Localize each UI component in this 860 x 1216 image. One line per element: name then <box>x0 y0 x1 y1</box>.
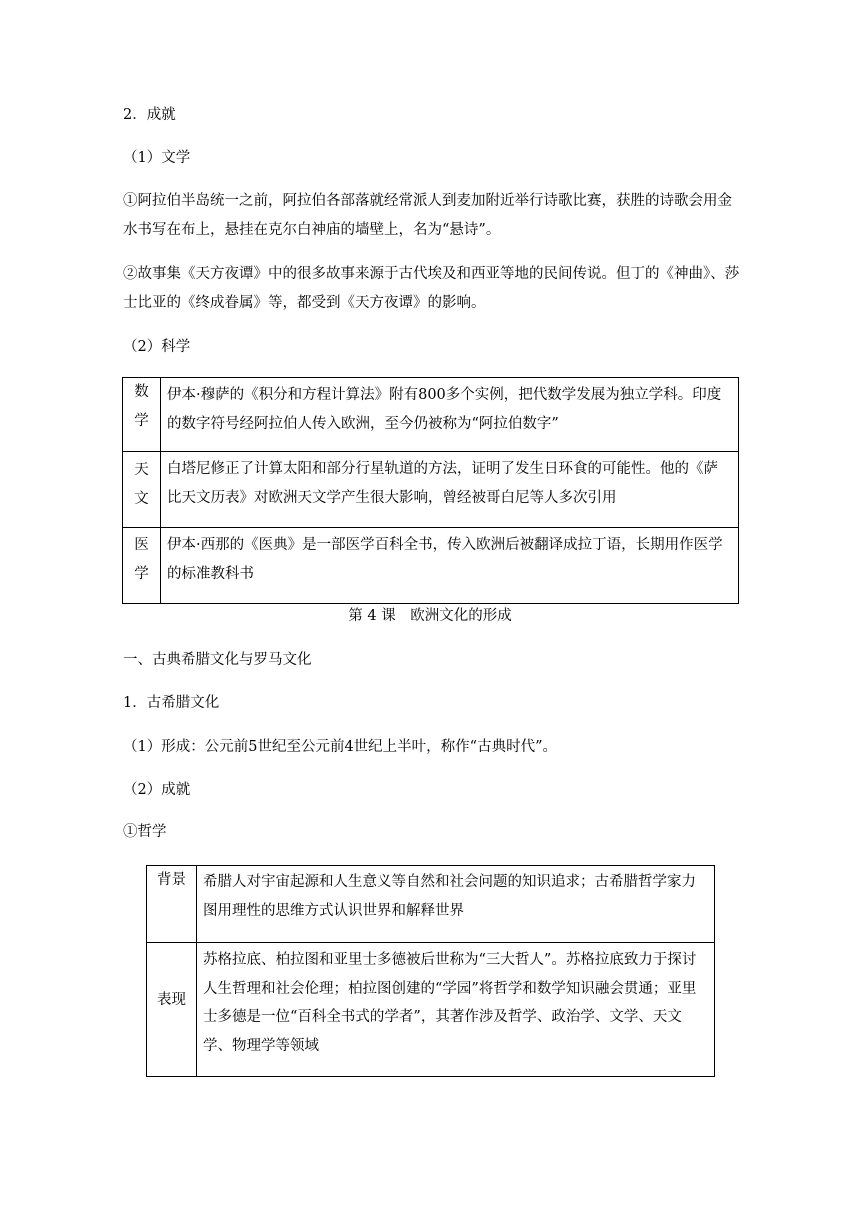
row-label-math: 数 学 <box>123 378 161 452</box>
row-content-medicine: 伊本·西那的《医典》是一部医学百科全书，传入欧洲后被翻译成拉丁语，长期用作医学的标准教科书 <box>161 528 739 604</box>
row-label-background: 背景 <box>147 866 197 943</box>
row-content-math: 伊本·穆萨的《积分和方程计算法》附有800多个实例，把代数学发展为独立学科。印度的数字符号经阿拉伯人传入欧洲，至今仍被称为“阿拉伯数字” <box>161 378 739 452</box>
literature-paragraph-2: ②故事集《天方夜谭》中的很多故事来源于古代埃及和西亚等地的民间传说。但丁的《神曲》、莎士比亚的《终成眷属》等，都受到《天方夜谭》的影响。 <box>123 266 740 311</box>
row-content-performance: 苏格拉底、柏拉图和亚里士多德被后世称为“三大哲人”。苏格拉底致力于探讨人生哲理和社会伦理；柏拉图创建的“学园”将哲学和数学知识融会贯通；亚里士多德是一位“百科全书式的学者”，其著作涉及哲学、政治学、文学、天文学、物理学等领域 <box>197 943 715 1077</box>
section-heading-achievements: 2．成就 <box>123 107 176 123</box>
subheading-science: （2）科学 <box>123 339 191 355</box>
subheading-literature: （1）文学 <box>123 150 191 166</box>
science-table <box>122 377 739 604</box>
table-row <box>123 378 739 452</box>
row-content-astronomy: 白塔尼修正了计算太阳和部分行星轨道的方法，证明了发生日环食的可能性。他的《萨比天文历表》对欧洲天文学产生很大影响，曾经被哥白尼等人多次引用 <box>161 452 739 528</box>
row-label-astronomy: 天 文 <box>123 452 161 528</box>
part-heading: 一、古典希腊文化与罗马文化 <box>123 652 312 668</box>
lesson-title: 第 4 课 欧洲文化的形成 <box>348 608 512 624</box>
formation-paragraph: （1）形成：公元前5世纪至公元前4世纪上半叶，称作“古典时代”。 <box>123 739 557 755</box>
subheading-philosophy: ①哲学 <box>123 824 167 840</box>
philosophy-table <box>146 865 715 1077</box>
row-label-performance: 表现 <box>147 943 197 1077</box>
table-row <box>147 943 715 1077</box>
row-content-background: 希腊人对宇宙起源和人生意义等自然和社会问题的知识追求；古希腊哲学家力图用理性的思维方式认识世界和解释世界 <box>197 866 715 943</box>
table-row <box>123 528 739 604</box>
subheading-achievements: （2）成就 <box>123 782 191 798</box>
section-heading-greek: 1．古希腊文化 <box>123 695 220 711</box>
table-row <box>123 452 739 528</box>
row-label-medicine: 医 学 <box>123 528 161 604</box>
literature-paragraph-1: ①阿拉伯半岛统一之前，阿拉伯各部落就经常派人到麦加附近举行诗歌比赛，获胜的诗歌会用金水书写在布上，悬挂在克尔白神庙的墙壁上，名为“悬诗”。 <box>123 193 732 238</box>
table-row <box>147 866 715 943</box>
